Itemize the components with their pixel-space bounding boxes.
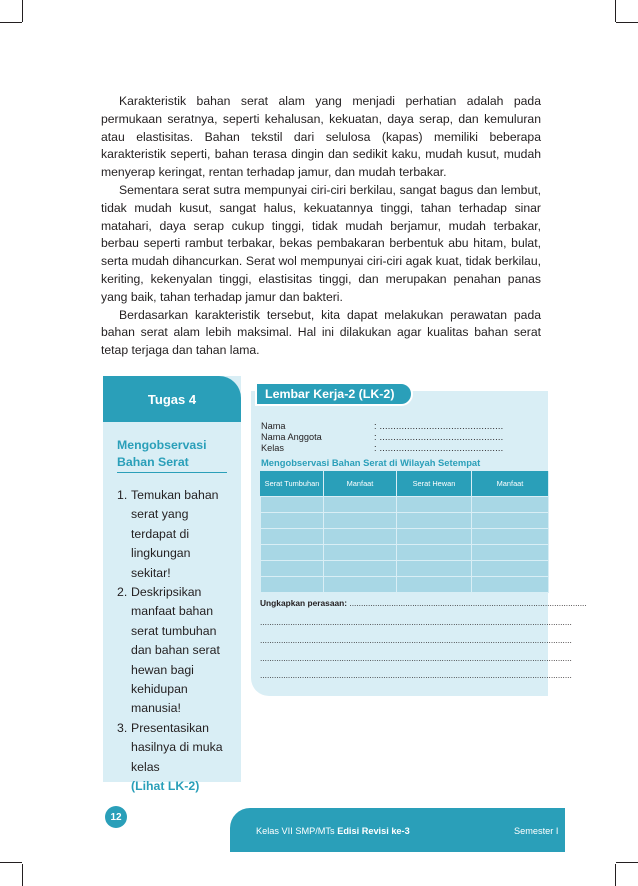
book-edition: Edisi Revisi ke-3 (337, 826, 410, 836)
paragraph: Berdasarkan karakteristik tersebut, kita dapat melakukan perawatan pada bahan serat alam lebih maksimal. Hal ini dilakukan agar kualitas bahan serat tetap terjaga dan tahan lama. (101, 307, 541, 358)
table-cell[interactable] (261, 545, 324, 561)
table-header: Manfaat (472, 472, 549, 497)
semester-label: Semester I (514, 826, 559, 836)
class-field (261, 443, 541, 454)
name-field (261, 421, 541, 432)
table-cell[interactable] (324, 577, 397, 593)
table-row (261, 561, 549, 577)
crop-mark (615, 0, 616, 22)
paragraph: Sementara serat sutra mempunyai ciri-ciri berkilau, sangat bagus dan lembut, tidak mudah kusut, sangat halus, kekuatannya tinggi, tahan terhadap sinar matahari, daya serap cukup tinggi, tidak mudah berjamur, mudah terbakar, berbau seperti rambut terbakar, bekas pembakaran berbentuk abu hitam, bulat, serta mudah dihancurkan. Serat wol mempunyai ciri-ciri agak kuat, tidak berkilau, keriting, kekenyalan tinggi, elastisitas tinggi, dan merupakan penahan panas yang baik, tahan terhadap jamur dan bakteri. (101, 182, 541, 304)
table-cell[interactable] (261, 577, 324, 593)
table-row (261, 497, 549, 513)
table-cell[interactable] (261, 529, 324, 545)
answer-line[interactable]: ...................................................................................................................................... (260, 670, 572, 680)
field-label: Nama Anggota (261, 432, 322, 442)
list-text: Deskripsikan manfaat bahan serat tumbuhan dan bahan serat hewan bagi kehidupan manusia! (131, 585, 220, 716)
feeling-prompt (260, 598, 587, 608)
crop-mark (616, 22, 638, 23)
observation-table (260, 471, 549, 593)
table-cell[interactable] (397, 497, 472, 513)
see-worksheet-link[interactable]: (Lihat LK-2) (131, 779, 200, 794)
table-cell[interactable] (472, 529, 549, 545)
table-cell[interactable] (397, 513, 472, 529)
crop-mark (22, 864, 23, 886)
task-title-underline (117, 472, 227, 473)
list-text: Presentasikan hasilnya di muka kelas (131, 720, 223, 774)
table-cell[interactable] (261, 561, 324, 577)
table-cell[interactable] (472, 497, 549, 513)
list-item (117, 583, 235, 719)
table-cell[interactable] (397, 577, 472, 593)
worksheet-subtitle: Mengobservasi Bahan Serat di Wilayah Setempat (261, 457, 481, 468)
list-number: 2. (117, 585, 128, 600)
list-item (117, 719, 235, 797)
field-blank: : ............................................. (374, 443, 504, 453)
list-number: 3. (117, 720, 128, 735)
table-cell[interactable] (397, 545, 472, 561)
table-header: Serat Tumbuhan (261, 472, 324, 497)
table-cell[interactable] (324, 545, 397, 561)
task-list (117, 486, 235, 797)
table-cell[interactable] (397, 561, 472, 577)
table-header: Serat Hewan (397, 472, 472, 497)
members-field (261, 432, 541, 443)
page-number: 12 (105, 806, 127, 828)
list-number: 1. (117, 488, 128, 502)
field-label: Kelas (261, 443, 284, 453)
table-row (261, 577, 549, 593)
table-row (261, 529, 549, 545)
feeling-blank[interactable]: ...................................................................................................... (349, 598, 587, 608)
table-cell[interactable] (324, 513, 397, 529)
book-title (256, 826, 410, 836)
table-cell[interactable] (261, 513, 324, 529)
task-header: Tugas 4 (103, 376, 241, 422)
table-cell[interactable] (324, 497, 397, 513)
field-blank: : ............................................. (374, 421, 504, 431)
crop-mark (0, 22, 22, 23)
table-row (261, 513, 549, 529)
table-cell[interactable] (261, 497, 324, 513)
table-cell[interactable] (472, 561, 549, 577)
table-cell[interactable] (472, 577, 549, 593)
task-title-line2: Bahan Serat (117, 455, 189, 469)
task-title (117, 437, 227, 471)
field-label: Nama (261, 421, 286, 431)
list-item (117, 486, 235, 583)
answer-line[interactable]: ...................................................................................................................................... (260, 635, 572, 645)
table-row (261, 545, 549, 561)
table-cell[interactable] (472, 513, 549, 529)
body-text (101, 93, 541, 360)
table-header-row (261, 472, 549, 497)
table-cell[interactable] (472, 545, 549, 561)
answer-line[interactable]: ...................................................................................................................................... (260, 653, 572, 663)
book-prefix: Kelas VII SMP/MTs (256, 826, 338, 836)
table-cell[interactable] (324, 561, 397, 577)
list-text: Temukan bahan serat yang terdapat di lingkungan sekitar! (131, 488, 219, 580)
table-cell[interactable] (324, 529, 397, 545)
paragraph: Karakteristik bahan serat alam yang menjadi perhatian adalah pada permukaan seratnya, seperti kehalusan, kekuatan, daya serap, dan kemuluran atau elastisitas. Bahan tekstil dari selulosa (kapas) memiliki beberapa karakteristik seperti, bahan terasa dingin dan sedikit kaku, mudah kusut, mudah menyerap keringat, rentan terhadap jamur, dan mudah terbakar. (101, 94, 541, 180)
task-title-line1: Mengobservasi (117, 438, 207, 452)
crop-mark (22, 0, 23, 22)
crop-mark (0, 862, 22, 863)
worksheet-tab: Lembar Kerja-2 (LK-2) (255, 382, 413, 406)
table-header: Manfaat (324, 472, 397, 497)
table-cell[interactable] (397, 529, 472, 545)
answer-line[interactable]: ...................................................................................................................................... (260, 617, 572, 627)
feeling-label: Ungkapkan perasaan: (260, 598, 348, 608)
crop-mark (615, 864, 616, 886)
field-blank: : ............................................. (374, 432, 504, 442)
crop-mark (616, 862, 638, 863)
